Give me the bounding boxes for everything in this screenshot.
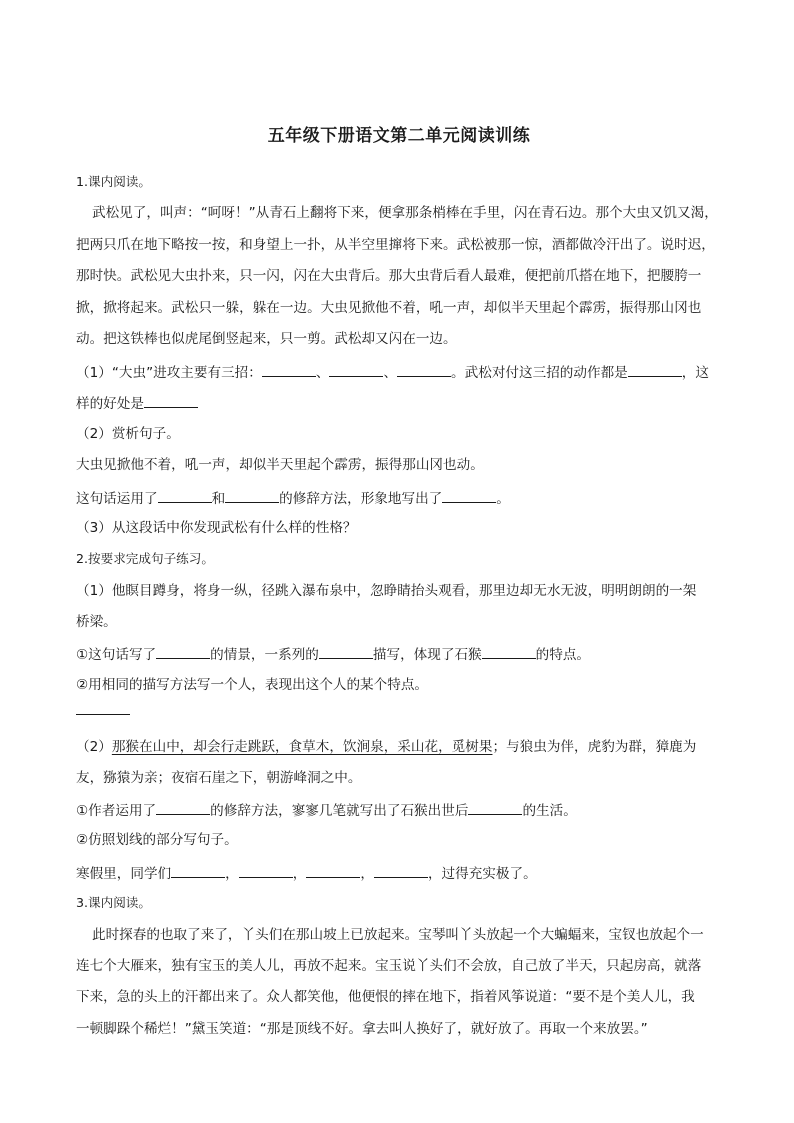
- answer-blank[interactable]: [239, 862, 293, 878]
- question-1-2-label: （2）赏析句子。: [76, 426, 180, 442]
- section-3-heading: 3.课内阅读。: [76, 895, 151, 910]
- question-text: 。武松对付这三招的动作都是: [451, 365, 628, 381]
- question-1-3: （3）从这段话中你发现武松有什么样的性格？: [76, 520, 357, 536]
- underlined-sentence: 那猴在山中，却会行走跳跃，食草木，饮涧泉，采山花，觅树果: [111, 739, 493, 755]
- question-2-1-task: ②用相同的描写方法写一个人，表现出这个人的某个特点。: [76, 677, 429, 693]
- answer-blank[interactable]: [397, 361, 451, 377]
- answer-blank[interactable]: [156, 643, 210, 659]
- passage-3-line: 此时探春的也取了来了，丫头们在那山坡上已放起来。宝琴叫丫头放起一个大蝙蝠来，宝钗也放起个一: [92, 927, 704, 943]
- question-text: 描写，体现了石猴: [372, 647, 482, 663]
- question-text: ，过得充实极了。: [427, 866, 537, 882]
- passage-3-line: 一顿脚跺个稀烂！”黛玉笑道：“那是顶线不好。拿去叫人换好了，就好放了。再取一个来放罢。”: [76, 1021, 648, 1037]
- passage-1-line: 那时快。武松见大虫扑来，只一闪，闪在大虫背后。那大虫背后看人最难，便把前爪搭在地下，把腰胯一: [76, 268, 702, 284]
- answer-blank[interactable]: [482, 643, 536, 659]
- answer-blank[interactable]: [374, 862, 428, 878]
- question-1-2-fill: [76, 487, 722, 509]
- answer-blank[interactable]: [628, 361, 682, 377]
- passage-1-line: 把两只爪在地下略按一按，和身望上一扑，从半空里撺将下来。武松被那一惊，酒都做冷汗出了。说时迟，: [76, 237, 715, 253]
- question-text: ，这: [681, 365, 709, 381]
- question-2-1-passage: （1）他瞑目蹲身，将身一纵，径跳入瀑布泉中，忽睁睛抬头观看，那里边却无水无波，明明朗朗的一架: [76, 583, 697, 599]
- question-1-1: [76, 361, 722, 383]
- passage-1-line: 武松见了，叫声：“呵呀！”从青石上翻将下来，便拿那条梢棒在手里，闪在青石边。那个大虫又饥又渴，: [92, 205, 718, 221]
- question-text: ①这句话写了: [76, 647, 157, 663]
- question-text: ；与狼虫为伴，虎豹为群，獐鹿为: [492, 739, 697, 755]
- question-2-1-fill: [76, 643, 722, 665]
- question-text: 这句话运用了: [76, 491, 158, 507]
- page-title: 五年级下册语文第二单元阅读训练: [267, 126, 531, 146]
- question-2-2-passage: 友，猕猿为亲；夜宿石崖之下，朝游峰洞之中。: [76, 770, 362, 786]
- answer-blank[interactable]: [319, 643, 373, 659]
- answer-blank[interactable]: [171, 862, 225, 878]
- answer-blank[interactable]: [76, 714, 130, 715]
- document-page: [76, 0, 722, 1123]
- section-1-heading: 1.课内阅读。: [76, 174, 151, 189]
- answer-blank[interactable]: [225, 487, 279, 503]
- question-text: 的修辞方法，寥寥几笔就写出了石猴出世后: [210, 803, 469, 819]
- question-text: ，: [225, 866, 239, 882]
- answer-blank[interactable]: [156, 799, 210, 815]
- answer-blank[interactable]: [468, 799, 522, 815]
- question-text: 寒假里，同学们: [76, 866, 172, 882]
- question-text: 的修辞方法，形象地写出了: [279, 491, 443, 507]
- question-text: （2）: [76, 739, 112, 755]
- answer-blank[interactable]: [442, 487, 496, 503]
- question-text: ①作者运用了: [76, 803, 157, 819]
- question-text: 样的好处是: [76, 396, 144, 412]
- answer-blank[interactable]: [306, 862, 360, 878]
- question-text: ，: [292, 866, 307, 882]
- question-text: ，: [360, 866, 374, 882]
- question-text: 、: [383, 365, 398, 381]
- question-2-2-imitation: [76, 862, 722, 884]
- question-2-2-fill: [76, 799, 722, 821]
- question-text: 。: [496, 491, 510, 507]
- section-2-heading: 2.按要求完成句子练习。: [76, 551, 214, 566]
- passage-3-line: 下来，急的头上的汗都出来了。众人都笑他，他便恨的摔在地下，指着风筝说道：“要不是个美人儿，我: [76, 989, 695, 1005]
- question-1-2-sentence: 大虫见掀他不着，吼一声，却似半天里起个霹雳，振得那山冈也动。: [76, 457, 484, 473]
- question-1-1-cont: [76, 392, 722, 414]
- answer-blank[interactable]: [158, 487, 212, 503]
- passage-3-line: 连七个大雁来，独有宝玉的美人儿，再放不起来。宝玉说丫头们不会放，自己放了半天，只起房高，就落: [76, 958, 702, 974]
- answer-blank[interactable]: [329, 361, 383, 377]
- question-text: 、: [315, 365, 330, 381]
- question-text: 的生活。: [522, 803, 577, 819]
- question-text: 的情景，一系列的: [210, 647, 319, 663]
- answer-blank[interactable]: [144, 392, 198, 408]
- answer-blank[interactable]: [262, 361, 316, 377]
- passage-1-line: 掀，掀将起来。武松只一躲，躲在一边。大虫见掀他不着，吼一声，却似半天里起个霹雳，振得那山冈也: [76, 300, 702, 316]
- question-2-1-passage: 桥梁。: [76, 614, 117, 630]
- question-2-2-task: ②仿照划线的部分写句子。: [76, 832, 238, 848]
- question-text: 和: [211, 491, 226, 507]
- question-2-2-passage: [76, 737, 722, 757]
- passage-1-line: 动。把这铁棒也似虎尾倒竖起来，只一剪。武松却又闪在一边。: [76, 331, 457, 347]
- question-text: 的特点。: [535, 647, 591, 663]
- question-text: （1）“大虫”进攻主要有三招：: [76, 365, 262, 381]
